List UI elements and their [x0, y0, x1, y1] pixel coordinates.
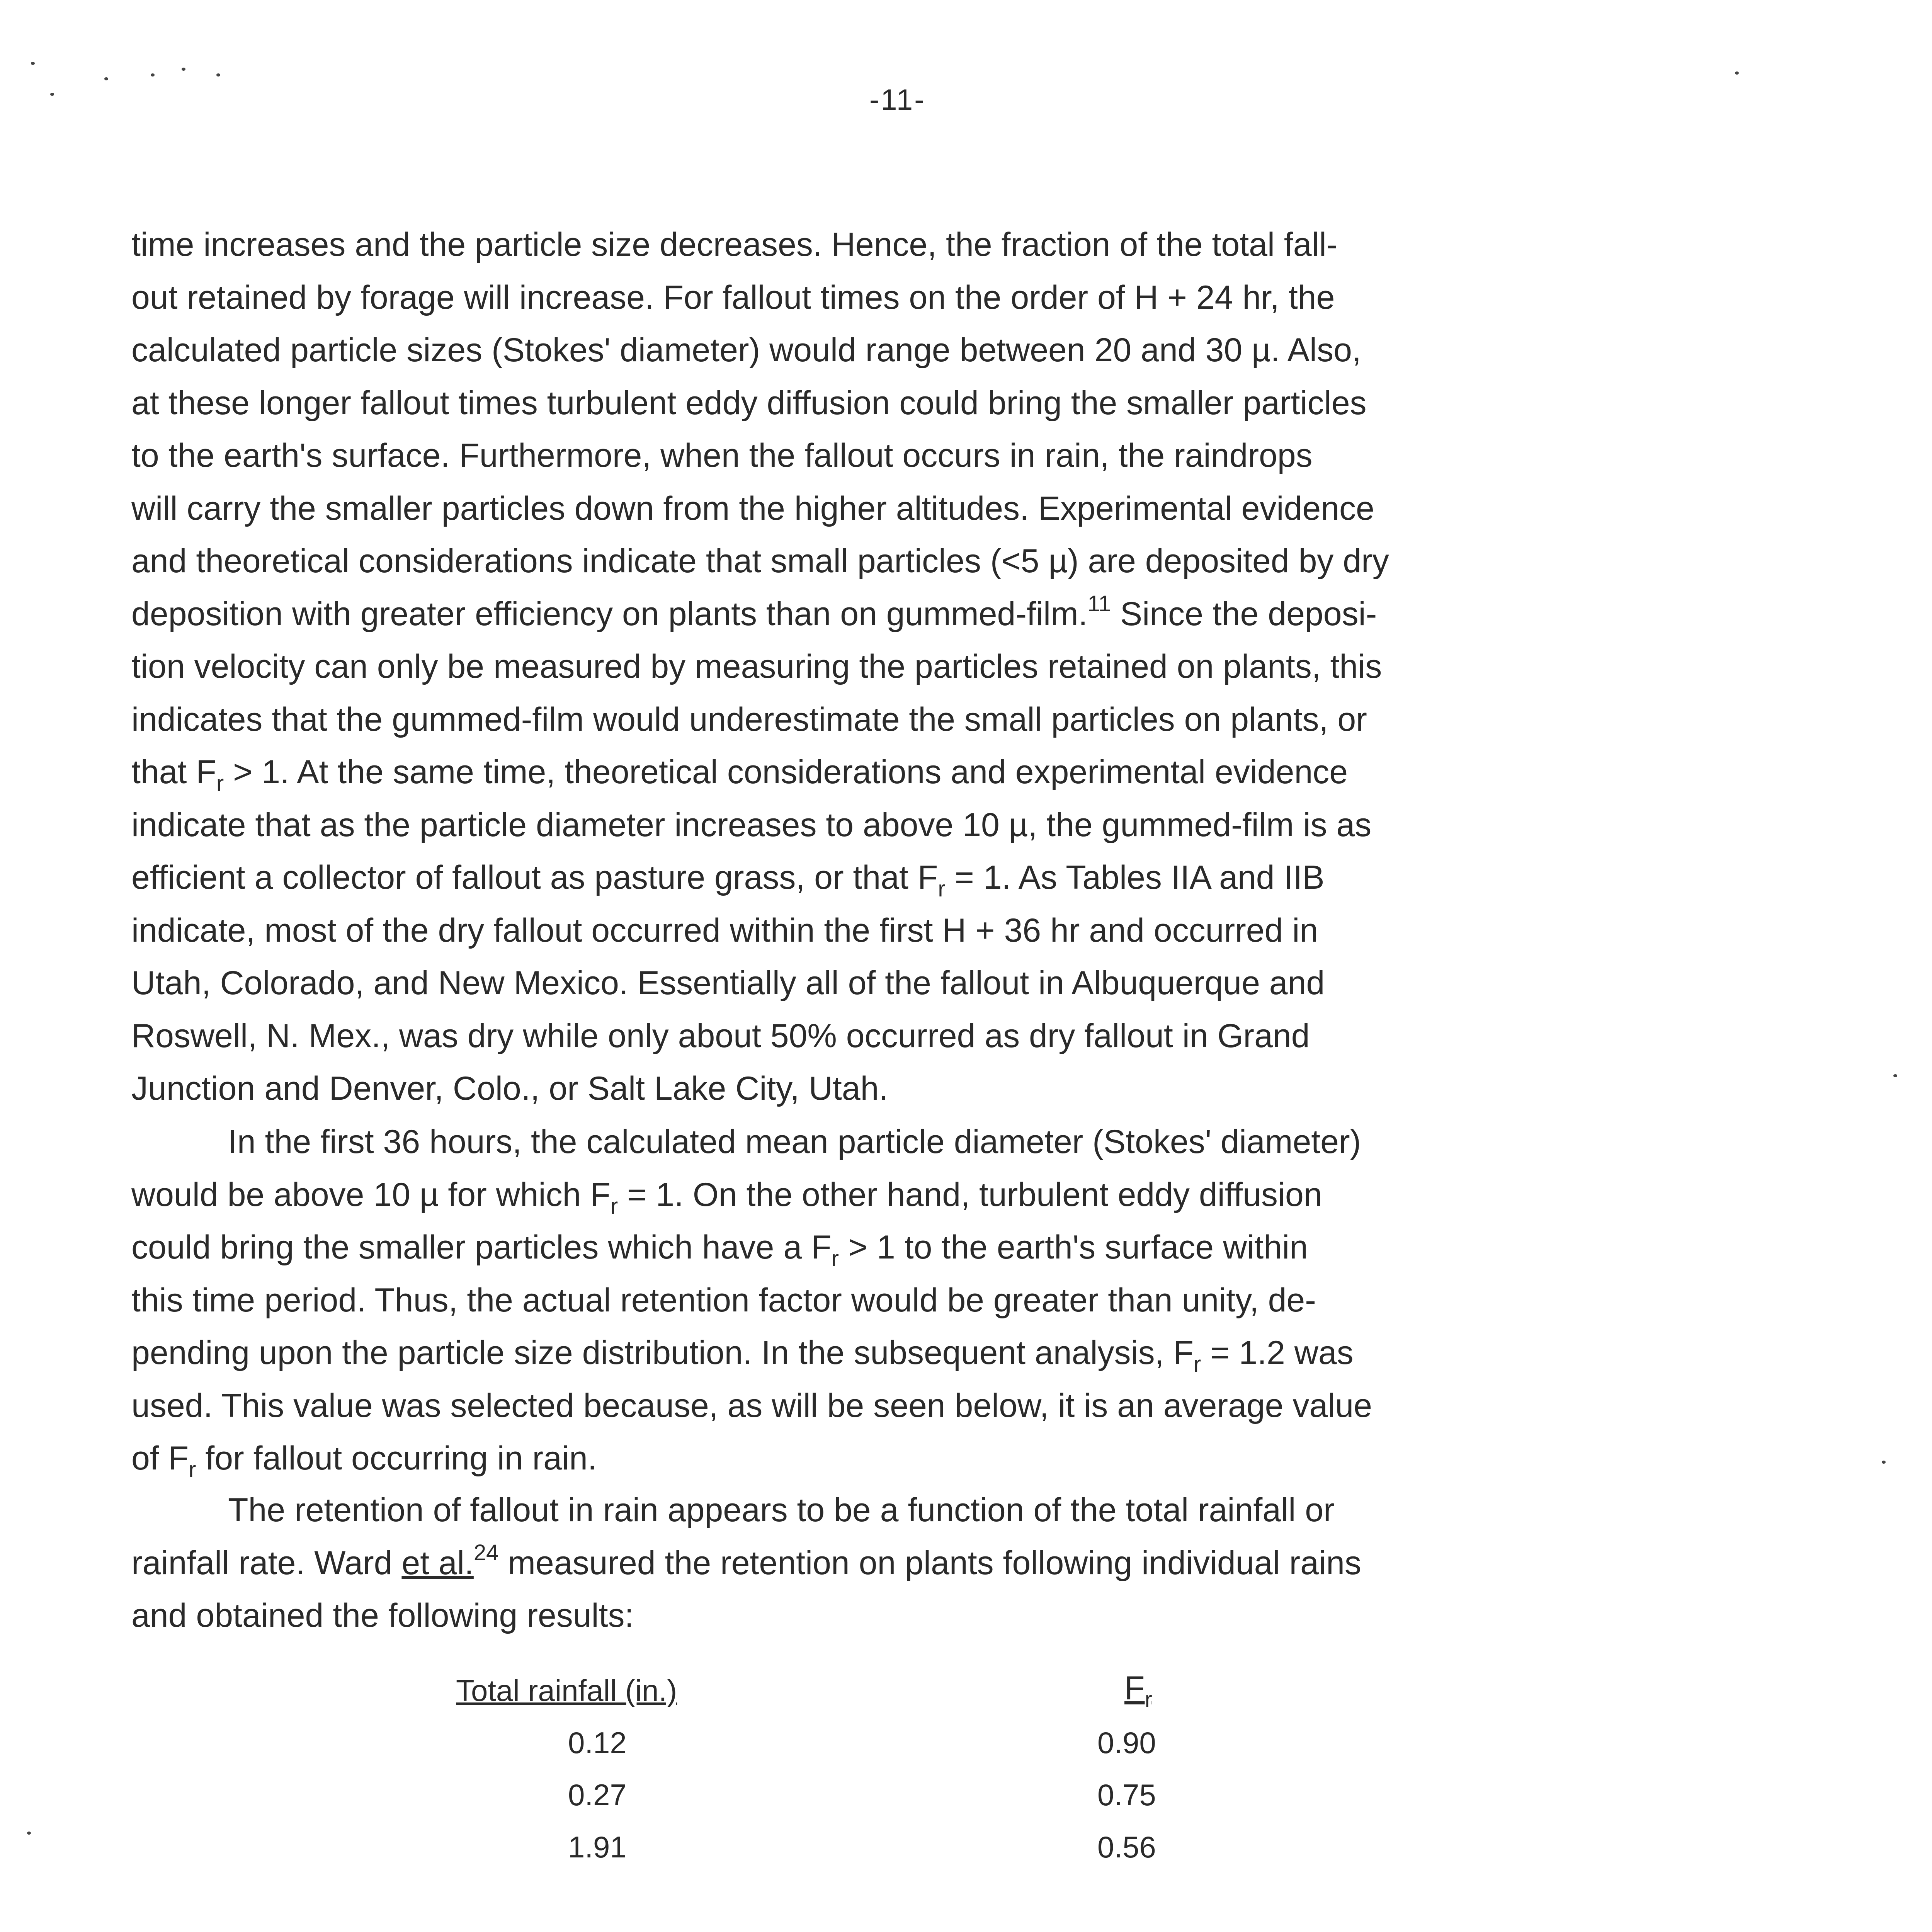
text-line: indicate, most of the dry fallout occurred within the first H + 36 hr and occurred in	[131, 912, 1318, 949]
text-run: of F	[131, 1440, 189, 1477]
column-header-total-rainfall: Total rainfall (in.)	[456, 1673, 677, 1708]
paragraph-1	[131, 218, 1389, 1115]
text-run: Since the deposi-	[1120, 595, 1377, 633]
text-run: rainfall rate. Ward	[131, 1544, 393, 1582]
text-run: pending upon the particle size distribution. In the subsequent analysis, F	[131, 1334, 1194, 1371]
table-cell-fr: 0.75	[1097, 1778, 1156, 1812]
text-line: calculated particle sizes (Stokes' diameter) would range between 20 and 30 µ. Also,	[131, 332, 1361, 369]
text-line	[131, 746, 1389, 799]
scan-speck	[1893, 1074, 1897, 1077]
text-run: > 1. At the same time, theoretical considerations and experimental evidence	[233, 753, 1348, 791]
subscript: r	[216, 771, 224, 796]
text-line	[143, 1926, 1466, 1932]
text-line	[131, 1168, 1372, 1221]
text-line: to the earth's surface. Furthermore, when the fallout occurs in rain, the raindrops	[131, 437, 1313, 474]
subscript: r	[1145, 1687, 1152, 1712]
paragraph-3	[131, 1484, 1361, 1642]
text-line	[131, 1432, 1372, 1485]
scan-speck	[104, 77, 108, 80]
text-run: deposition with greater efficiency on plants than on gummed-film.	[131, 595, 1088, 633]
text-line: indicates that the gummed-film would underestimate the small particles on plants, or	[131, 701, 1367, 738]
table-cell-fr: 0.56	[1097, 1830, 1156, 1864]
text-line: time increases and the particle size decreases. Hence, the fraction of the total fall-	[131, 226, 1338, 263]
page-number: -11-	[869, 83, 926, 116]
text-line: The retention of fallout in rain appears to be a function of the total rainfall or	[228, 1492, 1335, 1529]
text-line	[131, 1327, 1372, 1379]
scan-speck	[151, 73, 155, 77]
table-cell-rainfall: 0.27	[568, 1778, 627, 1812]
text-run: could bring the smaller particles which have a F	[131, 1229, 832, 1266]
text-run: = 1. As Tables IIA and IIB	[954, 859, 1325, 896]
text-run: that F	[131, 753, 216, 791]
text-line: and theoretical considerations indicate that small particles (<5 µ) are deposited by dry	[131, 543, 1389, 580]
header-text: F	[1124, 1670, 1145, 1707]
scan-speck	[50, 93, 54, 96]
text-line: this time period. Thus, the actual retention factor would be greater than unity, de-	[131, 1281, 1316, 1319]
text-line: Roswell, N. Mex., was dry while only about 50% occurred as dry fallout in Grand	[131, 1017, 1310, 1054]
table-cell-rainfall: 0.12	[568, 1726, 627, 1760]
table-cell-fr: 0.90	[1097, 1726, 1156, 1760]
text-line: at these longer fallout times turbulent eddy diffusion could bring the smaller particles	[131, 384, 1367, 422]
text-run: measured the retention on plants following individual rains	[508, 1544, 1361, 1582]
text-run: = 1. On the other hand, turbulent eddy diffusion	[627, 1176, 1322, 1213]
subscript: r	[189, 1457, 196, 1482]
paragraph-2	[131, 1116, 1372, 1485]
table-cell-rainfall: 1.91	[568, 1830, 627, 1864]
scan-speck	[1735, 71, 1739, 75]
text-run: = 1.2 was	[1210, 1334, 1354, 1371]
text-line	[131, 1221, 1372, 1274]
text-line: indicate that as the particle diameter increases to above 10 µ, the gummed-film is as	[131, 806, 1372, 844]
text-line: and obtained the following results:	[131, 1597, 634, 1634]
text-line: Utah, Colorado, and New Mexico. Essentially all of the fallout in Albuquerque and	[131, 964, 1325, 1002]
text-line	[131, 588, 1389, 641]
text-line: used. This value was selected because, as will be seen below, it is an average value	[131, 1387, 1372, 1424]
text-run: would be above 10 µ for which F	[131, 1176, 611, 1213]
column-header-fr	[1124, 1669, 1152, 1712]
scan-speck	[31, 62, 35, 65]
subscript: r	[1193, 1352, 1201, 1377]
text-run: > 1 to the earth's surface within	[848, 1229, 1308, 1266]
subscript: r	[610, 1193, 618, 1219]
scan-speck	[216, 73, 220, 77]
text-line: Junction and Denver, Colo., or Salt Lake City, Utah.	[131, 1070, 888, 1107]
subscript: r	[938, 876, 946, 901]
text-line	[131, 851, 1389, 904]
text-line: In the first 36 hours, the calculated mean particle diameter (Stokes' diameter)	[228, 1123, 1361, 1160]
scan-speck	[182, 68, 185, 71]
text-run: efficient a collector of fallout as pasture grass, or that F	[131, 859, 938, 896]
text-line	[131, 1537, 1361, 1590]
subscript: r	[831, 1246, 839, 1271]
text-line: out retained by forage will increase. For fallout times on the order of H + 24 hr, the	[131, 279, 1335, 316]
text-run: for fallout occurring in rain.	[205, 1440, 597, 1477]
paragraph-4	[143, 1926, 1466, 1932]
text-line: tion velocity can only be measured by measuring the particles retained on plants, this	[131, 648, 1382, 685]
reference-superscript: 24	[473, 1540, 499, 1565]
reference-superscript: 11	[1087, 591, 1111, 616]
scan-speck	[27, 1832, 31, 1835]
scan-speck	[1882, 1461, 1886, 1464]
text-line: will carry the smaller particles down from the higher altitudes. Experimental evidence	[131, 490, 1374, 527]
citation-et-al: et al.	[401, 1544, 474, 1582]
